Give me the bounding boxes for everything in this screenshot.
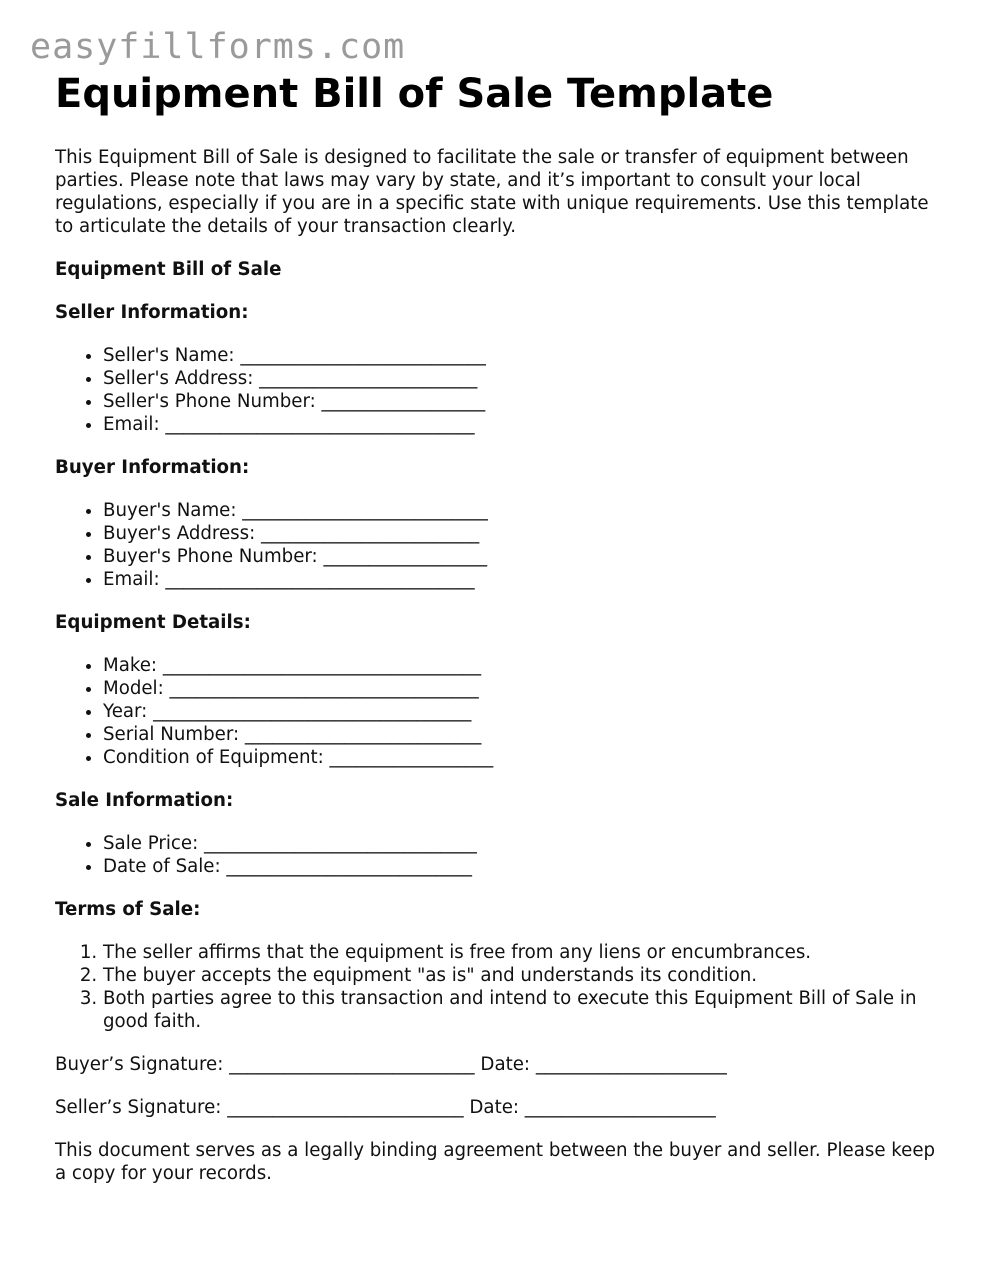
equipment-serial-field[interactable]: • Serial Number: __________________________: [103, 723, 950, 746]
seller-section-heading: Seller Information:: [55, 302, 249, 323]
equipment-condition-field[interactable]: • Condition of Equipment: __________________: [103, 746, 950, 769]
equipment-details-list: [55, 654, 950, 769]
terms-list: [55, 941, 950, 1033]
equipment-make-field[interactable]: • Make: ___________________________________: [103, 654, 950, 677]
seller-name-field[interactable]: • Seller's Name: ___________________________: [103, 344, 950, 367]
equipment-model-field[interactable]: • Model: __________________________________: [103, 677, 950, 700]
buyer-section-heading: Buyer Information:: [55, 457, 250, 478]
buyer-name-field[interactable]: • Buyer's Name: ___________________________: [103, 499, 950, 522]
buyer-phone-field[interactable]: • Buyer's Phone Number: __________________: [103, 545, 950, 568]
intro-paragraph: This Equipment Bill of Sale is designed to facilitate the sale or transfer of equipment between parties. Please note that laws may vary by state, and it’s important to consult your local regulations, especially if you are in a specific state with unique requirements. Use this template to articulate the details of your transaction clearly.: [55, 147, 929, 237]
terms-item: 1. The seller affirms that the equipment is free from any liens or encumbrances.: [103, 941, 950, 964]
document-heading: Equipment Bill of Sale: [55, 259, 282, 280]
terms-item: 2. The buyer accepts the equipment "as is" and understands its condition.: [103, 964, 950, 987]
sale-info-list: [55, 832, 950, 878]
watermark: easyfillforms.com: [30, 27, 406, 67]
equipment-section-heading: Equipment Details:: [55, 612, 251, 633]
buyer-info-list: [55, 499, 950, 591]
seller-signature-line[interactable]: Seller’s Signature: __________________________ Date: _____________________: [55, 1097, 716, 1118]
seller-info-list: [55, 344, 950, 436]
terms-section-heading: Terms of Sale:: [55, 899, 201, 920]
sale-price-field[interactable]: • Sale Price: ______________________________: [103, 832, 950, 855]
terms-item: 3. Both parties agree to this transaction and intend to execute this Equipment Bill of Sale in good faith.: [103, 987, 950, 1033]
equipment-year-field[interactable]: • Year: ___________________________________: [103, 700, 950, 723]
sale-date-field[interactable]: • Date of Sale: ___________________________: [103, 855, 950, 878]
sale-section-heading: Sale Information:: [55, 790, 234, 811]
document-page: [55, 72, 950, 1185]
seller-email-field[interactable]: • Email: __________________________________: [103, 413, 950, 436]
buyer-address-field[interactable]: • Buyer's Address: ________________________: [103, 522, 950, 545]
buyer-signature-line[interactable]: Buyer’s Signature: ___________________________ Date: _____________________: [55, 1054, 727, 1075]
seller-address-field[interactable]: • Seller's Address: ________________________: [103, 367, 950, 390]
page-title: Equipment Bill of Sale Template: [55, 71, 774, 117]
buyer-email-field[interactable]: • Email: __________________________________: [103, 568, 950, 591]
closing-paragraph: This document serves as a legally binding agreement between the buyer and seller. Please keep a copy for your records.: [55, 1140, 936, 1184]
seller-phone-field[interactable]: • Seller's Phone Number: __________________: [103, 390, 950, 413]
